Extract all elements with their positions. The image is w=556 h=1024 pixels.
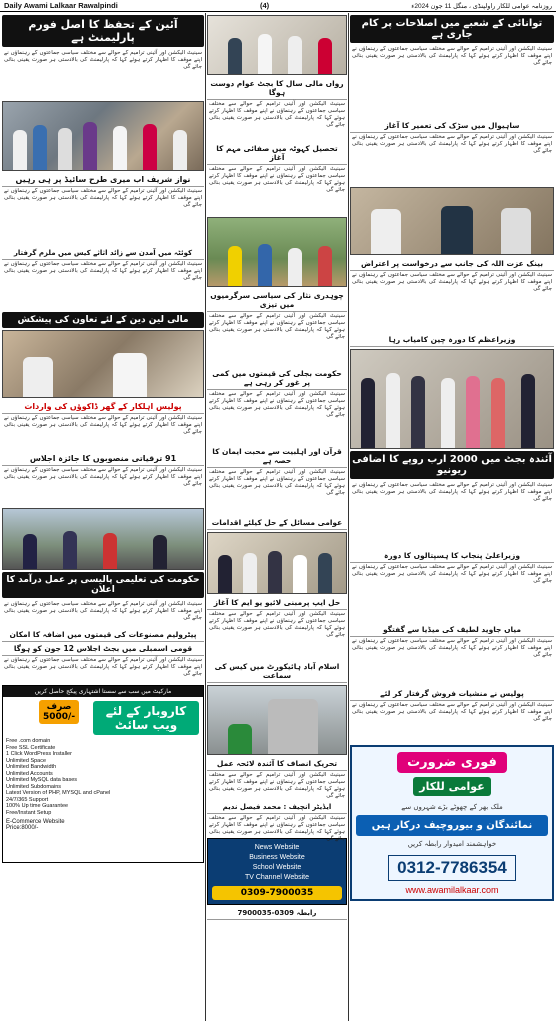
article-body: سینیٹ الیکشن اور آئینی ترامیم کے حوالے سے مختلف سیاسی جماعتوں کے رہنماؤں نے اپنے موقف کا اظہار کرتے ہوئے کہا کہ پارلیمنٹ کی بالادستی ہر صورت یقینی بنائی جائے گی <box>209 101 345 128</box>
contact-line: رابطہ 0309-7900035 <box>207 907 347 920</box>
article-body: سینیٹ الیکشن اور آئینی ترامیم کے حوالے سے مختلف سیاسی جماعتوں کے رہنماؤں نے اپنے موقف کا اظہار کرتے ہوئے کہا کہ پارلیمنٹ کی بالادستی ہر صورت یقینی بنائی جائے گی <box>352 482 552 502</box>
headline: حل ایپ پرمبنی لائیو یو ایم کا آغاز <box>207 596 347 610</box>
article-body: سینیٹ الیکشن اور آئینی ترامیم کے حوالے سے مختلف سیاسی جماعتوں کے رہنماؤں نے اپنے موقف کا اظہار کرتے ہوئے کہا کہ پارلیمنٹ کی بالادستی ہر صورت یقینی بنائی جائے گی <box>352 564 552 584</box>
news-photo <box>2 330 204 398</box>
article-body: سینیٹ الیکشن اور آئینی ترامیم کے حوالے سے مختلف سیاسی جماعتوں کے رہنماؤں نے اپنے موقف کا اظہار کرتے ہوئے کہا کہ پارلیمنٹ کی بالادستی ہر صورت یقینی بنائی جائے گی <box>209 469 345 496</box>
headline: پولیس نے منشیات فروش گرفتار کر لئے <box>350 687 554 701</box>
list-item: School Website <box>252 864 302 871</box>
article-body: سینیٹ الیکشن اور آئینی ترامیم کے حوالے سے مختلف سیاسی جماعتوں کے رہنماؤں نے اپنے موقف کا اظہار کرتے ہوئے کہا کہ پارلیمنٹ کی بالادستی ہر صورت یقینی بنائی جائے گی <box>4 467 202 487</box>
headline: قومی اسمبلی میں بجٹ اجلاس 12 جون کو ہوگا <box>2 642 204 656</box>
price-label: صرف <box>46 702 72 712</box>
article-body: سینیٹ الیکشن اور آئینی ترامیم کے حوالے سے مختلف سیاسی جماعتوں کے رہنماؤں نے اپنے موقف کا اظہار کرتے ہوئے کہا کہ پارلیمنٹ کی بالادستی ہر صورت یقینی بنائی جائے گی <box>209 815 345 842</box>
masthead <box>0 0 556 12</box>
list-item: 100% Up time Guarantee <box>6 803 69 809</box>
article-body: سینیٹ الیکشن اور آئینی ترامیم کے حوالے سے مختلف سیاسی جماعتوں کے رہنماؤں نے اپنے موقف کا اظہار کرتے ہوئے کہا کہ پارلیمنٹ کی بالادستی ہر صورت یقینی بنائی جائے گی <box>4 415 202 435</box>
article-body: سینیٹ الیکشن اور آئینی ترامیم کے حوالے سے مختلف سیاسی جماعتوں کے رہنماؤں نے اپنے موقف کا اظہار کرتے ہوئے کہا کہ پارلیمنٹ کی بالادستی ہر صورت یقینی بنائی جائے گی <box>4 601 202 621</box>
advert-topbar: مارکیٹ میں سب سے سستا اشتہاری پیکج حاصل کریں <box>3 686 203 697</box>
headline: وزیراعلیٰ پنجاب کا ہسپتالوں کا دورہ <box>350 549 554 563</box>
list-item: Free/Instant Setup <box>6 809 52 816</box>
headline: قرآن اور اہلبیت سے محبت ایمان کا حصہ ہے <box>207 445 347 468</box>
article-body: سینیٹ الیکشن اور آئینی ترامیم کے حوالے سے مختلف سیاسی جماعتوں کے رہنماؤں نے اپنے موقف کا اظہار کرتے ہوئے کہا کہ پارلیمنٹ کی بالادستی ہر صورت یقینی بنائی جائے گی <box>209 313 345 340</box>
column-divider <box>205 13 206 1021</box>
website-url: www.awamilalkaar.com <box>405 885 499 895</box>
headline-banner: حکومت کی تعلیمی پالیسی پر عمل درآمد کا اعلان <box>2 572 204 598</box>
list-item: Free .com domain <box>6 738 51 744</box>
headline: پولیس اہلکار کے گھر ڈاکوؤں کی واردات <box>2 400 204 414</box>
advert-line: ملک بھر کے چھوٹے بڑے شہروں سے <box>401 803 503 811</box>
news-photo <box>2 508 204 570</box>
ecommerce-price: Price:8000/- <box>6 825 39 831</box>
article-body: سینیٹ الیکشن اور آئینی ترامیم کے حوالے سے مختلف سیاسی جماعتوں کے رہنماؤں نے اپنے موقف کا اظہار کرتے ہوئے کہا کہ پارلیمنٹ کی بالادستی ہر صورت یقینی بنائی جائے گی <box>352 702 552 722</box>
advert-line: خواہشمند امیدوار رابطہ کریں <box>407 840 497 848</box>
news-photo <box>207 685 347 755</box>
headline: اسلام آباد ہائیکورٹ میں کیس کی سماعت <box>207 660 347 683</box>
list-item: News Website <box>254 844 300 851</box>
headline: رواں مالی سال کا بجٹ عوام دوست ہوگا <box>207 77 347 100</box>
news-photo <box>207 532 347 594</box>
column-middle <box>207 13 347 920</box>
advert-title: کاروبار کے لئے ویب سائٹ <box>93 701 199 735</box>
list-item: Unlimited Accounts <box>6 770 53 777</box>
headline: ساہیوال میں سڑک کی تعمیر کا آغاز <box>350 119 554 133</box>
article-body: سینیٹ الیکشن اور آئینی ترامیم کے حوالے سے مختلف سیاسی جماعتوں کے رہنماؤں نے اپنے موقف کا اظہار کرتے ہوئے کہا کہ پارلیمنٹ کی بالادستی ہر صورت یقینی بنائی جائے گی <box>209 391 345 418</box>
list-item: Free SSL Certificate <box>6 744 56 751</box>
list-item: 24/7/365 Support <box>6 796 49 803</box>
article-body: سینیٹ الیکشن اور آئینی ترامیم کے حوالے سے مختلف سیاسی جماعتوں کے رہنماؤں نے اپنے موقف کا اظہار کرتے ہوئے کہا کہ پارلیمنٹ کی بالادستی ہر صورت یقینی بنائی جائے گی <box>209 166 345 193</box>
urgent-badge: فوری ضرورت <box>397 752 507 773</box>
headline-banner: توانائی کے شعبے میں اصلاحات پر کام جاری ہے <box>350 15 554 43</box>
headline-banner: آئندہ بجٹ میں 2000 ارب روپے کا اضافی ریونیو <box>350 451 554 479</box>
article-body: سینیٹ الیکشن اور آئینی ترامیم کے حوالے سے مختلف سیاسی جماعتوں کے رہنماؤں نے اپنے موقف کا اظہار کرتے ہوئے کہا کہ پارلیمنٹ کی بالادستی ہر صورت یقینی بنائی جائے گی <box>4 261 202 281</box>
news-photo <box>207 15 347 75</box>
news-photo <box>350 187 554 255</box>
feature-list <box>3 735 203 819</box>
headline: عوامی مسائل کے حل کیلئے اقدامات <box>207 516 347 530</box>
news-photo <box>350 349 554 449</box>
advert-price <box>39 700 79 724</box>
headline-banner: مالی لین دین کے لئے تعاون کی پیشکش <box>2 312 204 328</box>
list-item: Unlimited Space <box>6 757 47 764</box>
ecommerce-label: E-Commerce Website <box>6 819 65 825</box>
headline: تحصیل کہوٹہ میں صفائی مہم کا آغاز <box>207 142 347 165</box>
recruitment-advert <box>350 745 554 901</box>
list-item: Latest Version of PHP, MYSQL and cPanel <box>6 790 111 796</box>
article-body: سینیٹ الیکشن اور آئینی ترامیم کے حوالے سے مختلف سیاسی جماعتوں کے رہنماؤں نے اپنے موقف کا اظہار کرتے ہوئے کہا کہ پارلیمنٹ کی بالادستی ہر صورت یقینی بنائی جائے گی <box>352 46 552 66</box>
list-item: 1 Click WordPress Installer <box>6 751 72 757</box>
list-item: Business Website <box>249 854 305 861</box>
headline: چوہدری نثار کی سیاسی سرگرمیوں میں تیزی <box>207 289 347 312</box>
ecommerce-offer <box>3 819 203 831</box>
list-item: TV Channel Website <box>244 874 310 881</box>
headline: حکومت بجلی کی قیمتوں میں کمی پر غور کر رہی ہے <box>207 367 347 390</box>
page-number: (4) <box>259 1 270 10</box>
advert-callout: نمائندگان و بیوروچیف درکار ہیں <box>356 815 548 836</box>
headline: نواز شریف اب میری طرح سائیڈ پر ہی رہیں <box>2 173 204 187</box>
article-body: سینیٹ الیکشن اور آئینی ترامیم کے حوالے سے مختلف سیاسی جماعتوں کے رہنماؤں نے اپنے موقف کا اظہار کرتے ہوئے کہا کہ پارلیمنٹ کی بالادستی ہر صورت یقینی بنائی جائے گی <box>352 134 552 154</box>
services-list <box>212 843 342 883</box>
column-divider <box>348 13 349 1021</box>
column-right <box>350 13 554 901</box>
headline: میاں جاوید لطیف کی میڈیا سے گفتگو <box>350 623 554 637</box>
headline-banner: آئین کے تحفظ کا اصل فورم پارلیمنٹ ہے <box>2 15 204 47</box>
headline: وزیراعظم کا دورہ چین کامیاب رہا <box>350 333 554 347</box>
newspaper-logo: عوامی للکار <box>413 777 490 796</box>
article-body: سینیٹ الیکشن اور آئینی ترامیم کے حوالے سے مختلف سیاسی جماعتوں کے رہنماؤں نے اپنے موقف کا اظہار کرتے ہوئے کہا کہ پارلیمنٹ کی بالادستی ہر صورت یقینی بنائی جائے گی <box>209 772 345 799</box>
headline: 91 ترقیاتی منصوبوں کا جائزہ اجلاس <box>2 452 204 466</box>
list-item: Unlimited Subdomains <box>6 783 62 790</box>
web-hosting-advert <box>2 685 204 863</box>
advert-phone: 0309-7900035 <box>212 886 342 900</box>
article-body: سینیٹ الیکشن اور آئینی ترامیم کے حوالے سے مختلف سیاسی جماعتوں کے رہنماؤں نے اپنے موقف کا اظہار کرتے ہوئے کہا کہ پارلیمنٹ کی بالادستی ہر صورت یقینی بنائی جائے گی <box>209 611 345 638</box>
website-services-advert <box>207 838 347 905</box>
editor-credit: ایڈیٹر انچیف : محمد فیصل ندیم <box>207 801 347 814</box>
advert-phone: 0312-7786354 <box>388 855 516 881</box>
news-photo <box>2 101 204 171</box>
masthead-date: روزنامہ عوامی للکار راولپنڈی ، منگل 11 جون 2024ء <box>411 2 552 10</box>
news-photo <box>207 217 347 287</box>
article-body: سینیٹ الیکشن اور آئینی ترامیم کے حوالے سے مختلف سیاسی جماعتوں کے رہنماؤں نے اپنے موقف کا اظہار کرتے ہوئے کہا کہ پارلیمنٹ کی بالادستی ہر صورت یقینی بنائی جائے گی <box>352 272 552 292</box>
article-body: سینیٹ الیکشن اور آئینی ترامیم کے حوالے سے مختلف سیاسی جماعتوں کے رہنماؤں نے اپنے موقف کا اظہار کرتے ہوئے کہا کہ پارلیمنٹ کی بالادستی ہر صورت یقینی بنائی جائے گی <box>4 188 202 208</box>
list-item: Unlimited MySQL data bases <box>6 777 78 783</box>
headline: پیٹرولیم مصنوعات کی قیمتوں میں اضافہ کا امکان <box>2 628 204 642</box>
article-body: سینیٹ الیکشن اور آئینی ترامیم کے حوالے سے مختلف سیاسی جماعتوں کے رہنماؤں نے اپنے موقف کا اظہار کرتے ہوئے کہا کہ پارلیمنٹ کی بالادستی ہر صورت یقینی بنائی جائے گی <box>352 638 552 658</box>
headline: کوئٹہ میں آمدن سے زائد اثاثے کیس میں ملزم گرفتار <box>2 247 204 260</box>
list-item: Unlimited Bandwidth <box>6 764 57 770</box>
headline: بینک عزت اللہ کی جانب سے درخواست پر اعتراض <box>350 257 554 271</box>
article-body: سینیٹ الیکشن اور آئینی ترامیم کے حوالے سے مختلف سیاسی جماعتوں کے رہنماؤں نے اپنے موقف کا اظہار کرتے ہوئے کہا کہ پارلیمنٹ کی بالادستی ہر صورت یقینی بنائی جائے گی <box>4 50 202 70</box>
price-value: 5000/- <box>43 712 76 722</box>
masthead-title: Daily Awami Lalkaar Rawalpindi <box>4 1 118 10</box>
article-body: سینیٹ الیکشن اور آئینی ترامیم کے حوالے سے مختلف سیاسی جماعتوں کے رہنماؤں نے اپنے موقف کا اظہار کرتے ہوئے کہا کہ پارلیمنٹ کی بالادستی ہر صورت یقینی بنائی جائے گی <box>4 657 202 677</box>
column-left <box>2 13 204 863</box>
headline: تحریک انصاف کا آئندہ لائحہ عمل <box>207 757 347 771</box>
